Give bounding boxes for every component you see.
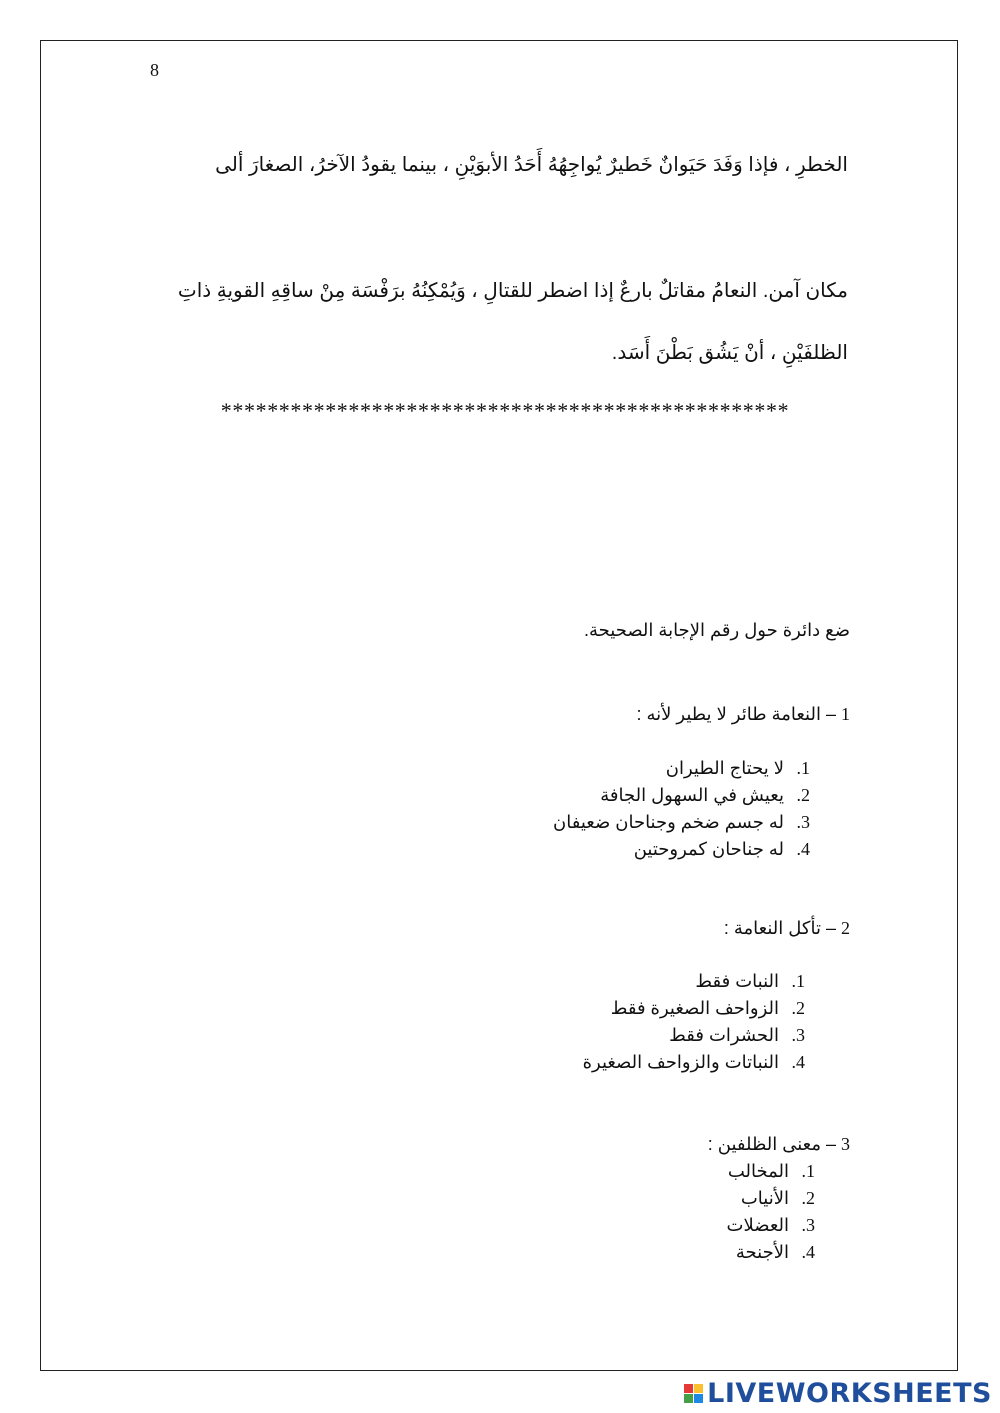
option-number[interactable]: 4. — [801, 1242, 815, 1262]
instruction: ضع دائرة حول رقم الإجابة الصحيحة. — [584, 620, 850, 640]
separator-stars: ************************************************* — [220, 398, 790, 423]
logo-icon — [684, 1384, 703, 1403]
brand-name: LIVEWORKSHEETS — [707, 1377, 992, 1409]
option-3[interactable] — [553, 809, 810, 836]
option-number[interactable]: 4. — [796, 839, 810, 859]
option-text: الزواحف الصغيرة فقط — [610, 998, 779, 1018]
option-4[interactable] — [583, 1049, 805, 1076]
question-number: 2 — [841, 918, 850, 938]
option-text: الأنياب — [740, 1188, 789, 1208]
option-4[interactable] — [553, 836, 810, 863]
option-number[interactable]: 3. — [796, 812, 810, 832]
option-text: لا يحتاج الطيران — [665, 758, 784, 778]
option-text: له جناحان كمروحتين — [633, 839, 784, 859]
question-3 — [708, 1134, 850, 1155]
option-1[interactable] — [727, 1158, 815, 1185]
option-1[interactable] — [553, 755, 810, 782]
option-text: يعيش في السهول الجافة — [600, 785, 784, 805]
option-number[interactable]: 4. — [791, 1052, 805, 1072]
question-1 — [637, 704, 851, 725]
logo-square — [684, 1384, 693, 1393]
option-2[interactable] — [727, 1185, 815, 1212]
option-text: النباتات والزواحف الصغيرة — [582, 1052, 779, 1072]
option-text: المخالب — [727, 1161, 789, 1181]
option-text: الأجنحة — [735, 1242, 789, 1262]
option-number[interactable]: 2. — [801, 1188, 815, 1208]
logo-square — [694, 1384, 703, 1393]
liveworksheets-logo[interactable] — [684, 1377, 992, 1409]
passage-line-2: مكان آمن. النعامُ مقاتلٌ بارعٌ إذا اضطر للقتالِ ، وَيُمْكِنُهُ برَفْسَة مِنْ ساقِهِ القويةِ ذاتِ — [177, 280, 848, 302]
option-2[interactable] — [583, 995, 805, 1022]
option-3[interactable] — [727, 1212, 815, 1239]
passage-line-1: الخطرِ ، فإذا وَفَدَ حَيَوانٌ خَطيرٌ يُواجِهُهُ أَحَدُ الأبوَيْنِ ، بينما يقودُ الآخرُ، الصغارَ ألى — [215, 154, 848, 176]
option-2[interactable] — [553, 782, 810, 809]
option-number[interactable]: 1. — [791, 971, 805, 991]
passage-line-3: الظلفَيْنِ ، أنْ يَشُق بَطْنَ أَسَد. — [611, 342, 848, 364]
logo-square — [684, 1394, 693, 1403]
question-1-options — [553, 755, 810, 863]
question-3-options — [727, 1158, 815, 1266]
option-number[interactable]: 2. — [796, 785, 810, 805]
question-2-options — [583, 968, 805, 1076]
option-number[interactable]: 1. — [796, 758, 810, 778]
option-number[interactable]: 1. — [801, 1161, 815, 1181]
question-text: – تأكل النعامة : — [723, 918, 836, 938]
option-3[interactable] — [583, 1022, 805, 1049]
logo-square — [694, 1394, 703, 1403]
option-text: النبات فقط — [695, 971, 779, 991]
option-number[interactable]: 3. — [801, 1215, 815, 1235]
question-number: 1 — [841, 704, 850, 724]
option-text: له جسم ضخم وجناحان ضعيفان — [553, 812, 784, 832]
option-4[interactable] — [727, 1239, 815, 1266]
option-number[interactable]: 3. — [791, 1025, 805, 1045]
page-number: 8 — [150, 60, 159, 80]
option-text: العضلات — [726, 1215, 789, 1235]
question-2 — [724, 918, 850, 939]
option-number[interactable]: 2. — [791, 998, 805, 1018]
option-1[interactable] — [583, 968, 805, 995]
option-text: الحشرات فقط — [669, 1025, 779, 1045]
question-number: 3 — [841, 1134, 850, 1154]
question-text: – معنى الظلفين : — [707, 1134, 836, 1154]
question-text: – النعامة طائر لا يطير لأنه : — [636, 704, 836, 724]
